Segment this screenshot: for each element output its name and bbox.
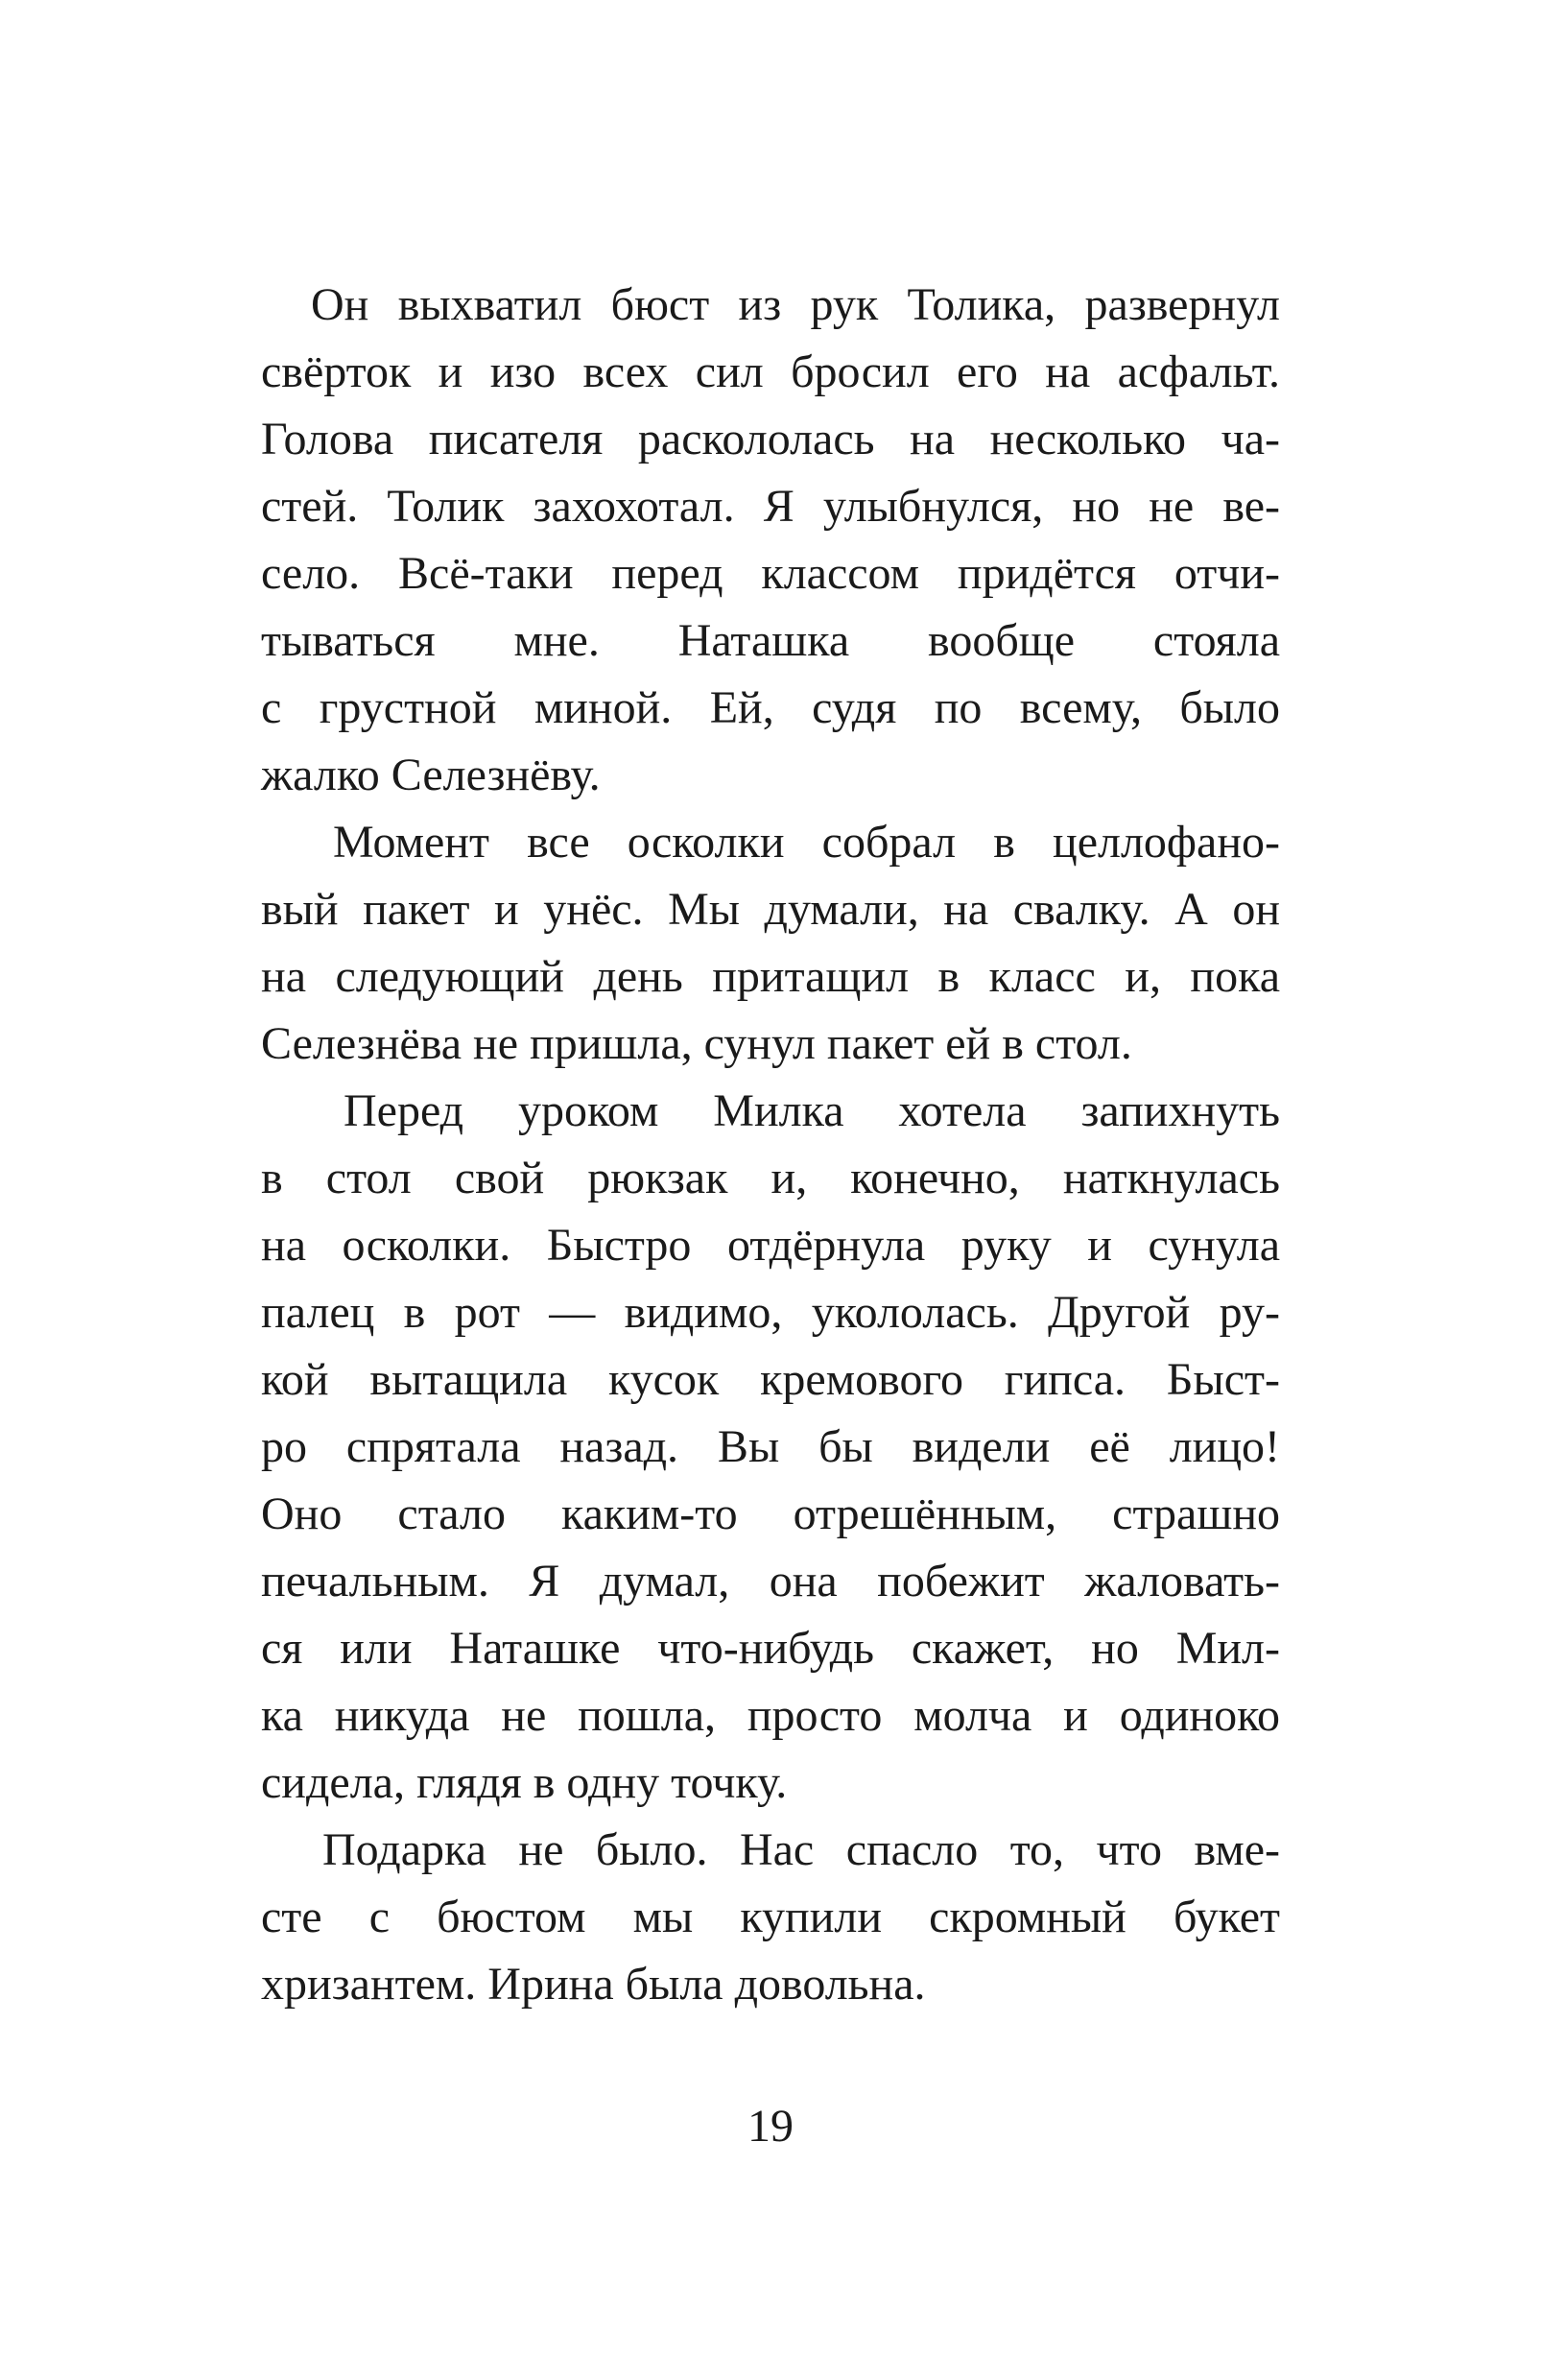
text-line: тываться мне. Наташка вообще стояла	[261, 615, 1280, 666]
text-line: село. Всё-таки перед классом придётся отчи-	[261, 548, 1280, 599]
page-number: 19	[747, 2101, 794, 2152]
text-line: ро спрятала назад. Вы бы видели её лицо!	[261, 1421, 1280, 1472]
paragraph	[261, 1078, 1280, 1817]
text-line: на следующий день притащил в класс и, пока	[261, 951, 1280, 1002]
paragraph	[261, 1817, 1280, 2018]
text-line: печальным. Я думал, она побежит жаловать-	[261, 1556, 1280, 1606]
text-line: кой вытащила кусок кремового гипса. Быст-	[261, 1354, 1280, 1405]
text-line: Перед уроком Милка хотела запихнуть	[344, 1085, 1280, 1136]
text-line: с грустной миной. Ей, судя по всему, было	[261, 682, 1280, 733]
text-line: вый пакет и унёс. Мы думали, на свалку. А он	[261, 884, 1280, 935]
text-line: Селезнёва не пришла, сунул пакет ей в стол.	[261, 1018, 1132, 1069]
text-line: Он выхватил бюст из рук Толика, развернул	[311, 279, 1280, 330]
text-line: Момент все осколки собрал в целлофано-	[333, 817, 1280, 868]
text-line: свёрток и изо всех сил бросил его на асфальт.	[261, 346, 1280, 397]
paragraph	[261, 809, 1280, 1078]
text-line: жалко Селезнёву.	[261, 750, 601, 800]
paragraph	[261, 272, 1280, 809]
text-line: в стол свой рюкзак и, конечно, наткнулась	[261, 1153, 1280, 1203]
body-text	[261, 272, 1280, 2018]
text-line: Голова писателя раскололась на несколько ча-	[261, 414, 1280, 464]
text-line: ся или Наташке что-нибудь скажет, но Мил-	[261, 1623, 1280, 1674]
text-line: на осколки. Быстро отдёрнула руку и сунула	[261, 1220, 1280, 1271]
text-line: сте с бюстом мы купили скромный букет	[261, 1892, 1280, 1942]
text-line: Подарка не было. Нас спасло то, что вме-	[322, 1824, 1280, 1875]
text-line: ка никуда не пошла, просто молча и одиноко	[261, 1690, 1280, 1741]
text-line: сидела, глядя в одну точку.	[261, 1757, 788, 1808]
text-line: хризантем. Ирина была довольна.	[261, 1959, 926, 2010]
text-line: Оно стало каким-то отрешённым, страшно	[261, 1488, 1280, 1539]
text-line: палец в рот — видимо, укололась. Другой ру-	[261, 1287, 1280, 1338]
text-line: стей. Толик захохотал. Я улыбнулся, но не ве-	[261, 481, 1280, 532]
